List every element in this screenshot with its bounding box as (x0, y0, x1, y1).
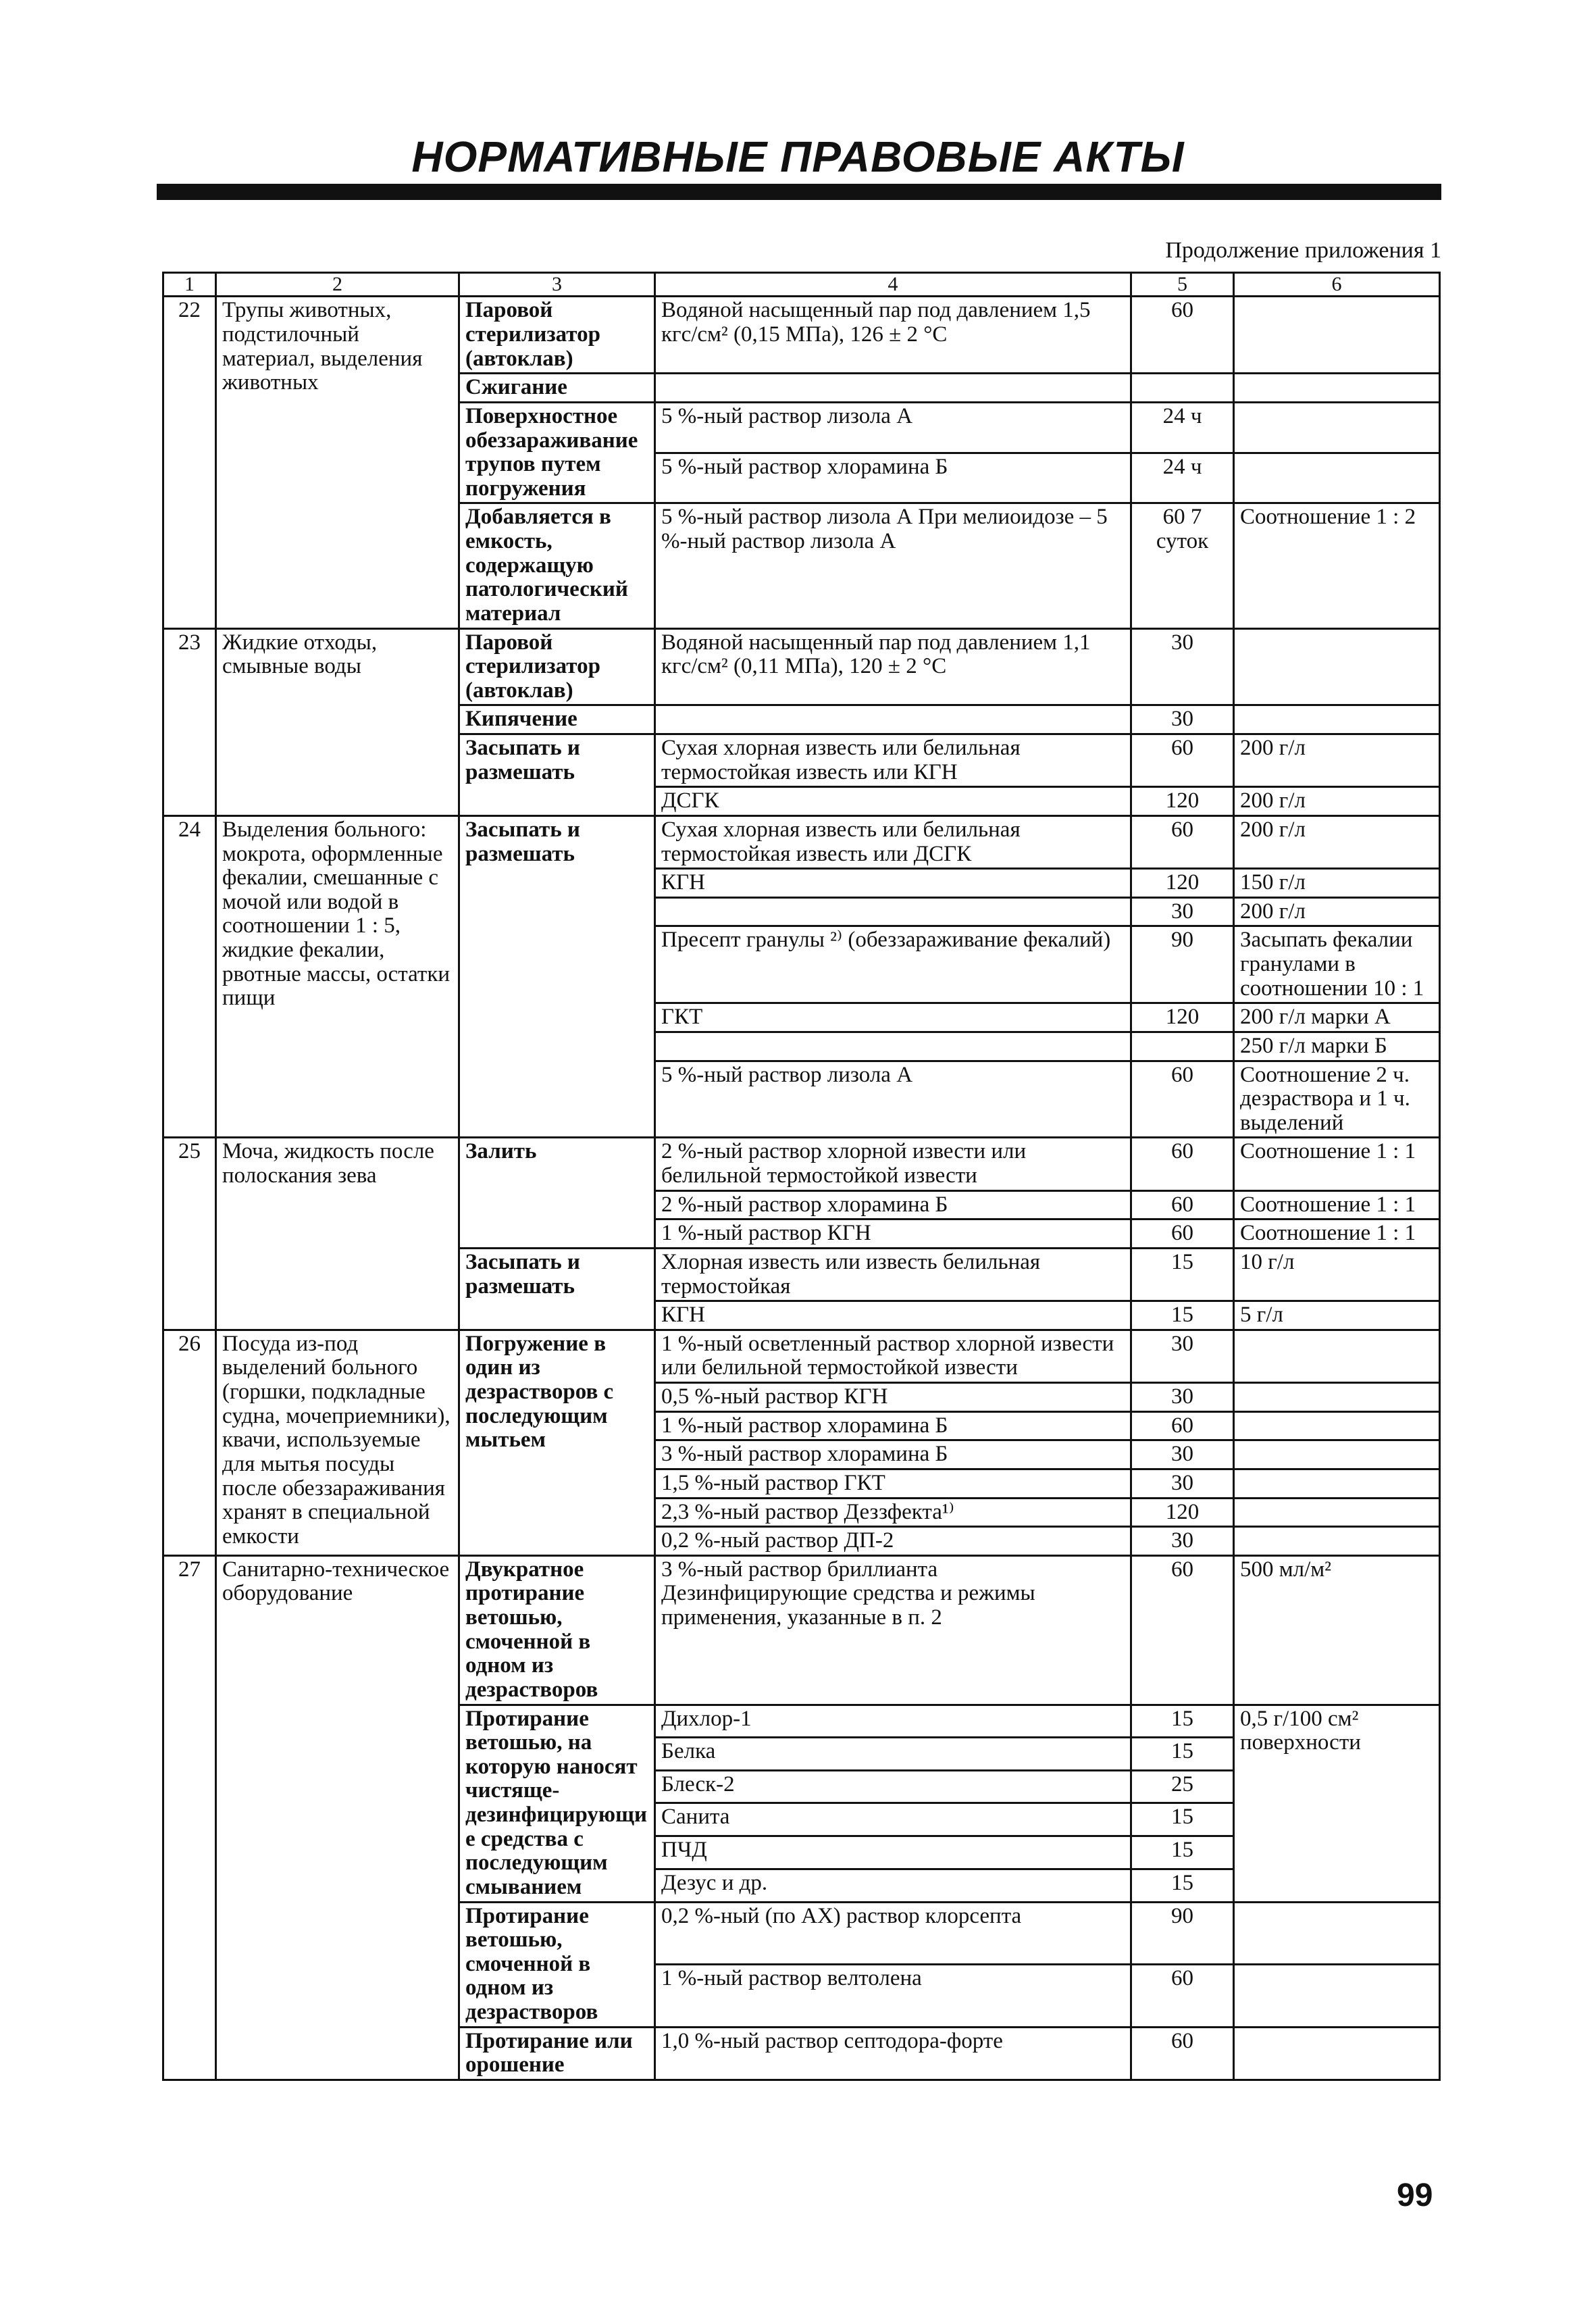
exposure-time: 60 (1131, 1138, 1234, 1190)
method: Залить (459, 1138, 655, 1249)
disinfectant-agent: 1 %-ный осветленный раствор хлорной извести или белильной термостойкой извести (655, 1330, 1131, 1382)
page-number: 99 (1397, 2178, 1433, 2213)
page-header (0, 132, 1596, 182)
disinfectant-agent: 2 %-ный раствор хлорамина Б (655, 1190, 1131, 1219)
application-note: 200 г/л (1234, 815, 1440, 868)
disinfectant-agent: КГН (655, 869, 1131, 898)
application-note: 5 г/л (1234, 1301, 1440, 1330)
col-num-3: 3 (459, 273, 655, 297)
application-note (1234, 453, 1440, 503)
application-note: 200 г/л марки А (1234, 1003, 1440, 1032)
table-row (163, 1138, 1440, 1190)
treated-object: Жидкие отходы, смывные воды (216, 628, 459, 815)
treated-object: Посуда из-под выделений больного (горшки, подкладные судна, мочеприемники), квачи, используемые для мытья посуды после обеззараживания хранят в специальной емкости (216, 1330, 459, 1555)
application-note: Соотношение 1 : 1 (1234, 1138, 1440, 1190)
exposure-time: 15 (1131, 1836, 1234, 1869)
disinfectant-agent: Водяной насыщенный пар под давлением 1,1 кгс/см² (0,11 МПа), 120 ± 2 °С (655, 628, 1131, 705)
header-rule (157, 184, 1441, 200)
application-note: 500 мл/м² (1234, 1555, 1440, 1705)
method: Протирание или орошение (459, 2027, 655, 2080)
disinfectant-agent: Дезус и др. (655, 1869, 1131, 1902)
exposure-time: 15 (1131, 1738, 1234, 1771)
disinfectant-agent: Сухая хлорная известь или белильная термостойкая известь или КГН (655, 734, 1131, 787)
method: Засыпать и размешать (459, 815, 655, 1138)
exposure-time: 15 (1131, 1248, 1234, 1301)
application-note: 200 г/л (1234, 897, 1440, 926)
exposure-time: 15 (1131, 1301, 1234, 1330)
col-num-5: 5 (1131, 273, 1234, 297)
disinfectant-agent: Водяной насыщенный пар под давлением 1,5 кгс/см² (0,15 МПа), 126 ± 2 °С (655, 297, 1131, 374)
method: Засыпать и размешать (459, 734, 655, 816)
disinfectant-agent: Блеск-2 (655, 1770, 1131, 1803)
application-note: 200 г/л (1234, 734, 1440, 787)
disinfectant-agent: ДСГК (655, 787, 1131, 816)
exposure-time: 60 7 суток (1131, 503, 1234, 628)
application-note: 200 г/л (1234, 787, 1440, 816)
row-number: 26 (163, 1330, 216, 1555)
exposure-time: 120 (1131, 1003, 1234, 1032)
table-row (163, 297, 1440, 374)
disinfectant-agent: Сухая хлорная известь или белильная термостойкая известь или ДСГК (655, 815, 1131, 868)
exposure-time: 60 (1131, 734, 1234, 787)
exposure-time: 24 ч (1131, 453, 1234, 503)
disinfection-table (162, 272, 1441, 2081)
method: Протирание ветошью, на которую наносят чистяще-дезинфицирующие средства с последующим смыванием (459, 1705, 655, 1902)
row-number: 23 (163, 628, 216, 815)
application-note (1234, 628, 1440, 705)
row-number: 24 (163, 815, 216, 1138)
application-note: 0,5 г/100 см² поверхности (1234, 1705, 1440, 1902)
exposure-time: 120 (1131, 869, 1234, 898)
disinfectant-agent: 5 %-ный раствор лизола А При мелиоидозе – 5 %-ный раствор лизола А (655, 503, 1131, 628)
disinfectant-agent: 2 %-ный раствор хлорной извести или белильной термостойкой извести (655, 1138, 1131, 1190)
exposure-time: 30 (1131, 628, 1234, 705)
exposure-time: 25 (1131, 1770, 1234, 1803)
method: Сжигание (459, 374, 655, 403)
application-note: Соотношение 2 ч. дезраствора и 1 ч. выделений (1234, 1061, 1440, 1138)
disinfectant-agent: 5 %-ный раствор хлорамина Б (655, 453, 1131, 503)
application-note (1234, 374, 1440, 403)
exposure-time: 15 (1131, 1705, 1234, 1738)
application-note: 150 г/л (1234, 869, 1440, 898)
disinfectant-agent: 1 %-ный раствор велтолена (655, 1965, 1131, 2028)
application-note (1234, 1469, 1440, 1498)
exposure-time: 30 (1131, 1383, 1234, 1412)
exposure-time (1131, 374, 1234, 403)
disinfectant-agent: Белка (655, 1738, 1131, 1771)
application-note: Соотношение 1 : 1 (1234, 1190, 1440, 1219)
application-note (1234, 2027, 1440, 2080)
disinfectant-agent: 1,5 %-ный раствор ГКТ (655, 1469, 1131, 1498)
application-note (1234, 1440, 1440, 1469)
exposure-time: 60 (1131, 815, 1234, 868)
row-number: 27 (163, 1555, 216, 2080)
row-number: 25 (163, 1138, 216, 1330)
application-note (1234, 297, 1440, 374)
exposure-time: 90 (1131, 926, 1234, 1003)
application-note: 10 г/л (1234, 1248, 1440, 1301)
treated-object: Выделения больного: мокрота, оформленные фекалии, смешанные с мочой или водой в соотношении 1 : 5, жидкие фекалии, рвотные массы, остатки пищи (216, 815, 459, 1138)
disinfectant-agent: ПЧД (655, 1836, 1131, 1869)
exposure-time: 60 (1131, 1411, 1234, 1440)
treated-object: Трупы животных, подстилочный материал, выделения животных (216, 297, 459, 628)
application-note (1234, 402, 1440, 453)
disinfectant-agent: Дихлор-1 (655, 1705, 1131, 1738)
disinfectant-agent: 5 %-ный раствор лизола А (655, 1061, 1131, 1138)
exposure-time: 120 (1131, 1498, 1234, 1527)
col-num-2: 2 (216, 273, 459, 297)
table-row (163, 1555, 1440, 1705)
disinfectant-agent: 1 %-ный раствор хлорамина Б (655, 1411, 1131, 1440)
exposure-time: 60 (1131, 1061, 1234, 1138)
continuation-note: Продолжение приложения 1 (1165, 238, 1441, 263)
application-note (1234, 1498, 1440, 1527)
disinfectant-agent: ГКТ (655, 1003, 1131, 1032)
disinfectant-agent: 0,2 %-ный (по АХ) раствор клорсепта (655, 1902, 1131, 1965)
exposure-time: 24 ч (1131, 402, 1234, 453)
method: Паровой стерилизатор (автоклав) (459, 628, 655, 705)
method: Засыпать и размешать (459, 1248, 655, 1330)
disinfectant-agent: Хлорная известь или известь белильная термостойкая (655, 1248, 1131, 1301)
table-body (163, 273, 1440, 2080)
treated-object: Санитарно-техническое оборудование (216, 1555, 459, 2080)
col-num-4: 4 (655, 273, 1131, 297)
exposure-time: 30 (1131, 1330, 1234, 1382)
treated-object: Моча, жидкость после полоскания зева (216, 1138, 459, 1330)
method: Паровой стерилизатор (автоклав) (459, 297, 655, 374)
disinfectant-agent (655, 705, 1131, 734)
col-num-1: 1 (163, 273, 216, 297)
row-number: 22 (163, 297, 216, 628)
exposure-time: 60 (1131, 1190, 1234, 1219)
disinfectant-agent: 2,3 %-ный раствор Деззфекта¹⁾ (655, 1498, 1131, 1527)
exposure-time: 60 (1131, 2027, 1234, 2080)
disinfectant-agent: 3 %-ный раствор хлорамина Б (655, 1440, 1131, 1469)
disinfectant-agent (655, 897, 1131, 926)
exposure-time: 90 (1131, 1902, 1234, 1965)
exposure-time: 30 (1131, 1527, 1234, 1556)
exposure-time: 30 (1131, 705, 1234, 734)
method: Кипячение (459, 705, 655, 734)
disinfectant-agent: 0,2 %-ный раствор ДП-2 (655, 1527, 1131, 1556)
method: Двукратное протирание ветошью, смоченной в одном из дезрастворов (459, 1555, 655, 1705)
disinfectant-agent: КГН (655, 1301, 1131, 1330)
application-note: 250 г/л марки Б (1234, 1032, 1440, 1061)
disinfectant-agent: Санита (655, 1803, 1131, 1836)
disinfectant-agent (655, 374, 1131, 403)
disinfectant-agent: 1 %-ный раствор КГН (655, 1219, 1131, 1249)
application-note (1234, 705, 1440, 734)
exposure-time: 30 (1131, 1440, 1234, 1469)
disinfectant-agent: 0,5 %-ный раствор КГН (655, 1383, 1131, 1412)
application-note (1234, 1411, 1440, 1440)
application-note (1234, 1527, 1440, 1556)
application-note: Соотношение 1 : 1 (1234, 1219, 1440, 1249)
disinfectant-agent: 1,0 %-ный раствор септодора-форте (655, 2027, 1131, 2080)
page-title: НОРМАТИВНЫЕ ПРАВОВЫЕ АКТЫ (411, 132, 1185, 181)
exposure-time: 60 (1131, 1965, 1234, 2028)
column-number-row (163, 273, 1440, 297)
exposure-time: 15 (1131, 1869, 1234, 1902)
table-row (163, 815, 1440, 868)
disinfectant-agent: 3 %-ный раствор бриллианта Дезинфицирующие средства и режимы применения, указанные в п. 2 (655, 1555, 1131, 1705)
application-note: Соотношение 1 : 2 (1234, 503, 1440, 628)
method: Протирание ветошью, смоченной в одном из дезрастворов (459, 1902, 655, 2027)
exposure-time: 120 (1131, 787, 1234, 816)
exposure-time: 60 (1131, 297, 1234, 374)
exposure-time: 60 (1131, 1555, 1234, 1705)
method: Поверхностное обеззараживание трупов путем погружения (459, 402, 655, 503)
exposure-time: 30 (1131, 897, 1234, 926)
application-note (1234, 1383, 1440, 1412)
disinfectant-agent: 5 %-ный раствор лизола А (655, 402, 1131, 453)
exposure-time: 60 (1131, 1219, 1234, 1249)
exposure-time: 30 (1131, 1469, 1234, 1498)
disinfectant-agent: Пресепт гранулы ²⁾ (обеззараживание фекалий) (655, 926, 1131, 1003)
application-note (1234, 1965, 1440, 2028)
table-row (163, 1330, 1440, 1382)
application-note: Засыпать фекалии гранулами в соотношении 10 : 1 (1234, 926, 1440, 1003)
exposure-time (1131, 1032, 1234, 1061)
disinfectant-agent (655, 1032, 1131, 1061)
application-note (1234, 1902, 1440, 1965)
table-row (163, 628, 1440, 705)
method: Погружение в один из дезрастворов с последующим мытьем (459, 1330, 655, 1555)
application-note (1234, 1330, 1440, 1382)
col-num-6: 6 (1234, 273, 1440, 297)
method: Добавляется в емкость, содержащую патологический материал (459, 503, 655, 628)
exposure-time: 15 (1131, 1803, 1234, 1836)
